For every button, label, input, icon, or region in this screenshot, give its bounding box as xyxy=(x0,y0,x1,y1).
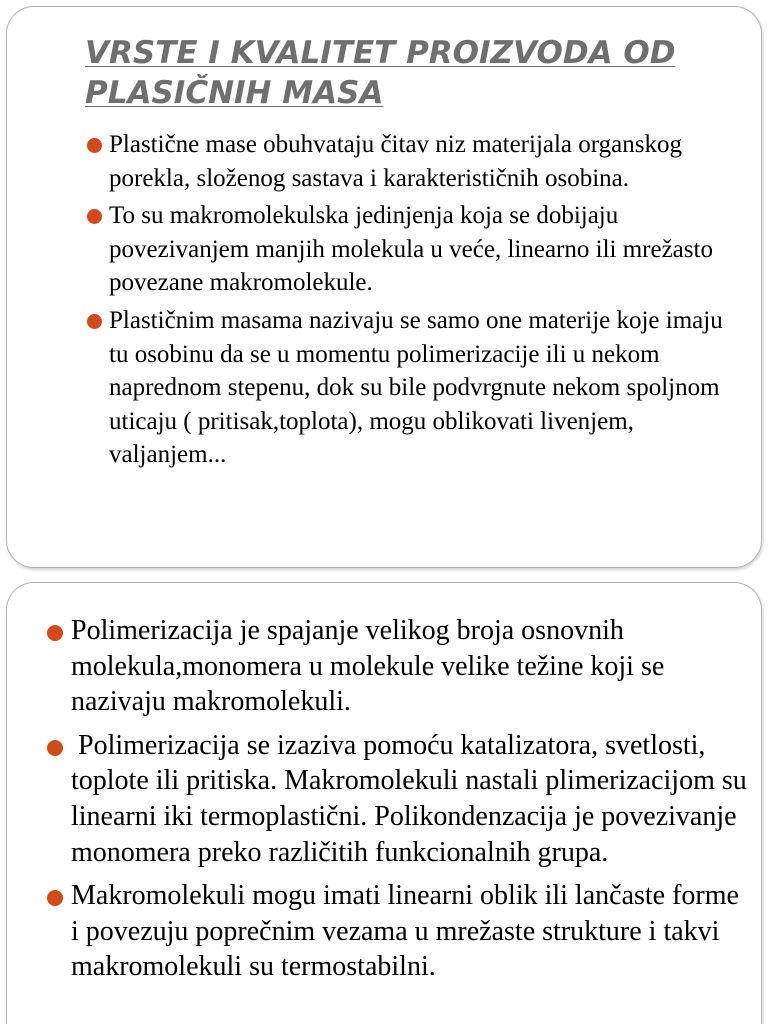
bullet-text: Plastičnim masama nazivaju se samo one materije koje imaju tu osobinu da se u momentu polimerizacije ili u nekom naprednom stepenu, dok su bile podvrgnute nekom spoljnom uticaju ( pritisak,toplota), mogu oblikovati livenjem, valjanjem... xyxy=(109,306,723,469)
bullet-dot-icon xyxy=(47,740,63,756)
bullet-item xyxy=(87,128,737,195)
bullet-item xyxy=(47,728,754,870)
slide-title: VRSTE I KVALITET PROIZVODA OD PLASIČNIH MASA xyxy=(85,35,676,111)
bullet-dot-icon xyxy=(47,625,63,641)
bullet-list xyxy=(47,613,754,993)
bullet-item xyxy=(47,878,747,985)
bullet-dot-icon xyxy=(47,890,63,906)
bullet-list xyxy=(87,128,737,476)
bullet-dot-icon xyxy=(87,314,102,329)
bullet-item xyxy=(87,199,737,300)
slide-1 xyxy=(6,6,762,568)
bullet-dot-icon xyxy=(87,138,102,153)
slide-2 xyxy=(6,582,762,1024)
bullet-text: To su makromolekulska jedinjenja koja se dobijaju povezivanjem manjih molekula u veće, linearno ili mrežasto povezane makromolekule. xyxy=(109,202,713,297)
bullet-item xyxy=(87,304,737,472)
bullet-item xyxy=(47,613,747,720)
bullet-text: Polimerizacija se izaziva pomoću katalizatora, svetlosti, toplote ili pritiska. Makromolekuli nastali plimerizacijom su linearni iki termoplastični. Polikondenzacija je povezivanje monomera preko različitih funkcionalnih grupa. xyxy=(71,729,754,868)
bullet-text: Makromolekuli mogu imati linearni oblik ili lančaste forme i povezuju poprečnim vezama u mrežaste strukture i takvi makromolekuli su termostabilni. xyxy=(71,880,739,983)
bullet-text: Polimerizacija je spajanje velikog broja osnovnih molekula,monomera u molekule velike težine koji se nazivaju makromolekuli. xyxy=(71,615,665,718)
bullet-dot-icon xyxy=(87,209,102,224)
bullet-text: Plastične mase obuhvataju čitav niz materijala organskog porekla, složenog sastava i karakterističnih osobina. xyxy=(109,131,682,192)
